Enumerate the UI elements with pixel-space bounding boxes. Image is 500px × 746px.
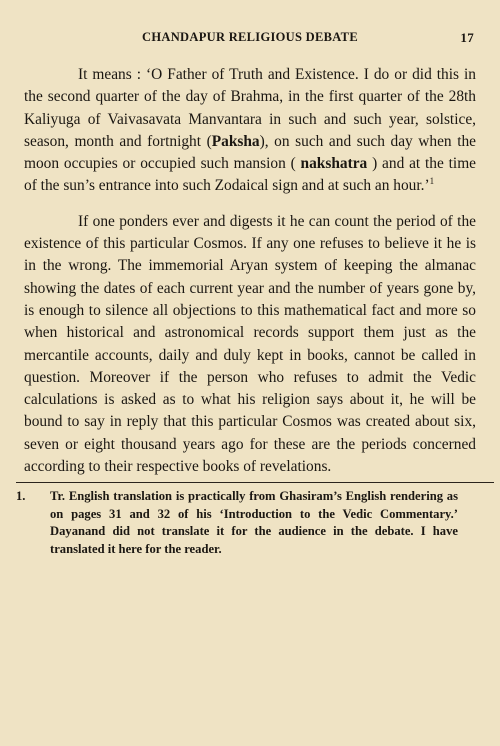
footnote-marker: 1.	[16, 489, 26, 504]
page-number: 17	[460, 30, 474, 45]
paragraph-quote-middle: ), on such and such day when the moon occupies or occupied such mansion (	[24, 132, 476, 173]
term-nakshatra: nakshatra	[300, 155, 368, 173]
footnote-rule	[16, 482, 494, 483]
footnote-reference: 1	[429, 176, 435, 187]
footnote-body: English translation is practically from Ghasiram’s English rendering as on pages 31 and 32 of his ‘Introduction to the Vedic Commentary.’ Dayanand did not translate it for the audience in the debate. I have translated it here for the reader.	[50, 489, 458, 556]
footnote-text	[50, 488, 476, 558]
paragraph-quote-end: ) and at the time of the sun’s entrance into such Zodaical sign and at such an hour.’	[24, 155, 476, 195]
footnote	[16, 488, 476, 558]
term-paksha: Paksha	[211, 132, 260, 150]
paragraph-quote	[24, 64, 476, 198]
running-head	[24, 30, 476, 50]
body-text	[24, 64, 476, 478]
paragraph-cosmos: If one ponders ever and digests it he can count the period of the existence of this particular Cosmos. If any one refuses to believe it he is in the wrong. The immemorial Aryan system of keeping the almanac showing the dates of each current year and the number of years gone by, is enough to silence all objections to this mathematical fact and more so when historical and astronomical records support them just as the mercantile accounts, daily and duly kept in books, cannot be called in question. Moreover if the person who refuses to admit the Vedic calculations is asked as to what his religion says about it, he will be bound to say in reply that this particular Cosmos was created about six, seven or eight thousand years ago for these are the periods concerned according to their respective books of revelations.	[24, 212, 476, 476]
paragraph-quote-intro: It means : ‘O Father of Truth and Existence. I do or did this in the second quarter of the day of Brahma, in the first quarter of the 28th Kaliyuga of Vaivasavata Manvantara in such and such year, solstice, season, month and fortnight (	[24, 66, 476, 150]
running-title: CHANDAPUR RELIGIOUS DEBATE	[142, 30, 358, 44]
footnote-label: Tr.	[50, 489, 66, 504]
